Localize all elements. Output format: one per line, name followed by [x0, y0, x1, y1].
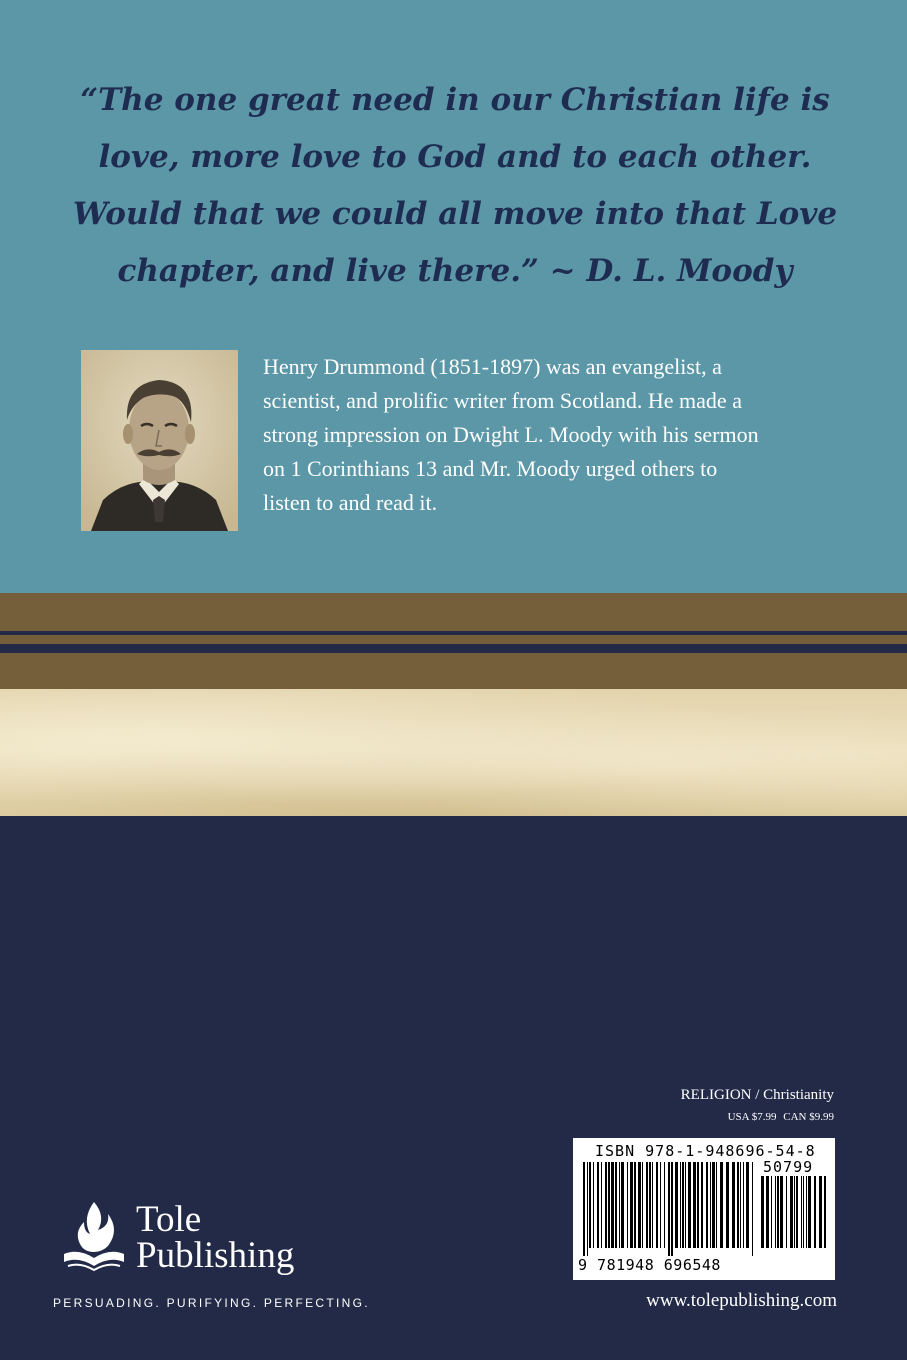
isbn-text: ISBN 978-1-948696-54-8 [595, 1142, 816, 1160]
decorative-stripe [0, 653, 907, 689]
barcode-bar [794, 1176, 795, 1248]
author-bio [263, 350, 863, 520]
barcode-bar [649, 1162, 651, 1248]
barcode-bar [803, 1176, 804, 1248]
barcode-bar [761, 1176, 764, 1248]
barcode-bar [685, 1162, 686, 1248]
barcode-bar [720, 1162, 723, 1248]
barcode-bar [597, 1162, 599, 1248]
barcode-bar [693, 1162, 696, 1248]
barcode-bar [786, 1176, 787, 1248]
barcode-bar [680, 1162, 681, 1248]
bio-line: on 1 Corinthians 13 and Mr. Moody urged others to [263, 456, 718, 481]
parchment-band [0, 689, 907, 816]
barcode-bar [814, 1176, 816, 1248]
publisher-name-line1: Tole [136, 1199, 202, 1240]
barcode-bar [642, 1162, 643, 1248]
barcode-bar [587, 1162, 588, 1256]
barcode-bar [808, 1176, 811, 1248]
barcode-bar [743, 1162, 744, 1248]
barcode-bar [638, 1162, 641, 1248]
decorative-stripe [0, 635, 907, 644]
barcode-bar [664, 1162, 665, 1248]
barcode-bar [593, 1162, 594, 1248]
barcode-bar [601, 1162, 602, 1248]
barcode-bar [780, 1176, 783, 1248]
barcode-bar [611, 1162, 614, 1248]
barcode-bar [630, 1162, 633, 1248]
barcode-bar [619, 1162, 620, 1248]
barcode-bar [646, 1162, 648, 1248]
barcode-bar [615, 1162, 617, 1248]
barcode-bar [605, 1162, 607, 1248]
barcode-bar [583, 1162, 585, 1256]
moody-quote [60, 72, 850, 300]
barcode-bar [660, 1162, 661, 1248]
decorative-stripe [0, 644, 907, 653]
barcode-bar [627, 1162, 628, 1248]
barcode-bar [716, 1162, 717, 1248]
price-usa: USA $7.99 [727, 1111, 777, 1123]
isbn-barcode [573, 1138, 835, 1280]
barcode-bar [806, 1176, 807, 1248]
barcode-bar [652, 1162, 653, 1248]
bio-line: strong impression on Dwight L. Moody with his sermon [263, 422, 759, 447]
barcode-bar [796, 1176, 798, 1248]
barcode-bar [726, 1162, 729, 1248]
ean-number: 9 781948 696548 [578, 1256, 721, 1274]
barcode-bar [819, 1176, 822, 1248]
barcode-bar [771, 1176, 772, 1248]
publisher-tagline: PERSUADING. PURIFYING. PERFECTING. [53, 1296, 370, 1310]
flame-book-icon [58, 1196, 130, 1276]
barcode-bar [824, 1176, 826, 1248]
author-portrait [81, 350, 238, 531]
barcode-bar [706, 1162, 708, 1248]
barcode-bar [697, 1162, 699, 1248]
barcode-bar [732, 1162, 735, 1248]
quote-line: chapter, and live there.” ~ D. L. Moody [117, 253, 793, 289]
barcode-bar [621, 1162, 624, 1248]
barcode-bar [634, 1162, 636, 1248]
publisher-name-line2: Publishing [136, 1235, 295, 1276]
barcode-bar [688, 1162, 691, 1248]
barcode-bar [656, 1162, 658, 1248]
barcode-bar [777, 1176, 779, 1248]
barcode-bar [737, 1162, 739, 1248]
barcode-bar [752, 1162, 753, 1256]
barcode-bar [801, 1176, 802, 1248]
barcode-addon-number: 50799 [763, 1158, 814, 1176]
top-panel [0, 0, 907, 593]
barcode-bar [710, 1162, 711, 1248]
barcode-bar [671, 1162, 673, 1256]
publisher-website: www.tolepublishing.com [646, 1290, 837, 1311]
barcode-bar [746, 1162, 749, 1248]
quote-line: love, more love to God and to each other. [98, 139, 812, 175]
bio-line: listen to and read it. [263, 490, 438, 515]
barcode-bar [740, 1162, 741, 1248]
barcode-bar [589, 1162, 591, 1248]
barcode-bar [668, 1162, 670, 1256]
category-label: RELIGION / Christianity [680, 1087, 834, 1103]
barcode-addon-bars [761, 1176, 827, 1256]
bio-line: Henry Drummond (1851-1897) was an evangelist, a [263, 354, 722, 379]
barcode-bar [682, 1162, 684, 1248]
price-label [724, 1111, 834, 1123]
barcode-bar [775, 1176, 776, 1248]
price-can: CAN $9.99 [783, 1111, 834, 1123]
decorative-stripe [0, 593, 907, 631]
bio-line: scientist, and prolific writer from Scotland. He made a [263, 388, 742, 413]
barcode-bar [675, 1162, 678, 1248]
barcode-bar [701, 1162, 703, 1248]
barcode-bar [790, 1176, 793, 1248]
barcode-bar [712, 1162, 715, 1248]
barcode-bar [766, 1176, 769, 1248]
quote-line: Would that we could all move into that Love [72, 196, 838, 232]
barcode-bars [583, 1162, 755, 1256]
quote-line: “The one great need in our Christian life is [80, 82, 830, 118]
barcode-bar [608, 1162, 610, 1248]
